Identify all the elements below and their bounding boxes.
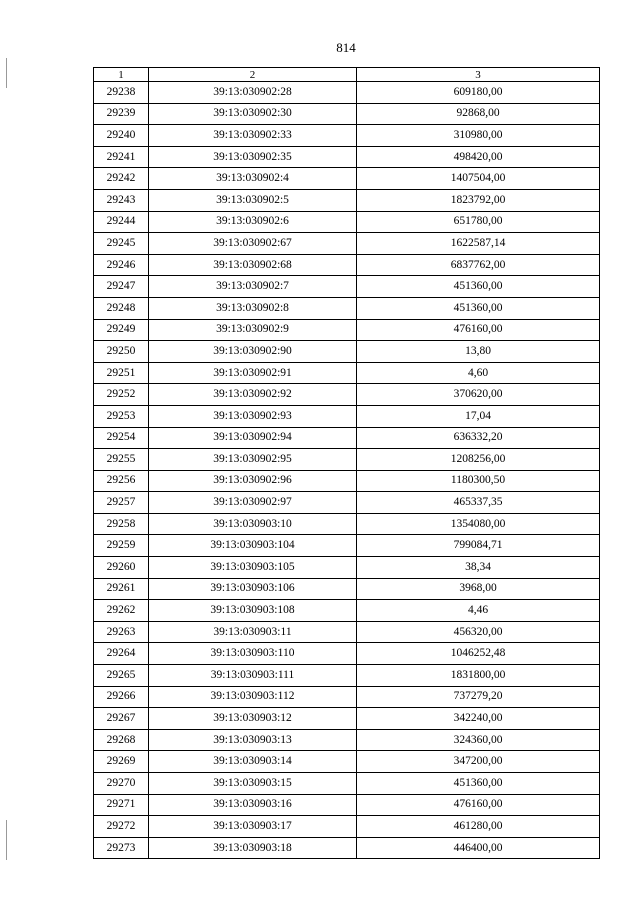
cadastral-number-cell: 39:13:030902:91 bbox=[149, 362, 357, 384]
value-cell: 310980,00 bbox=[357, 125, 600, 147]
table-header bbox=[94, 68, 600, 82]
row-number-cell: 29262 bbox=[94, 600, 149, 622]
table-row bbox=[94, 535, 600, 557]
value-cell: 476160,00 bbox=[357, 319, 600, 341]
cadastral-number-cell: 39:13:030902:8 bbox=[149, 297, 357, 319]
value-cell: 4,60 bbox=[357, 362, 600, 384]
value-cell: 1823792,00 bbox=[357, 189, 600, 211]
row-number-cell: 29259 bbox=[94, 535, 149, 557]
cadastral-number-cell: 39:13:030903:12 bbox=[149, 708, 357, 730]
cadastral-number-cell: 39:13:030903:111 bbox=[149, 665, 357, 687]
value-cell: 451360,00 bbox=[357, 297, 600, 319]
row-number-cell: 29246 bbox=[94, 254, 149, 276]
cadastral-number-cell: 39:13:030902:67 bbox=[149, 233, 357, 255]
row-number-cell: 29271 bbox=[94, 794, 149, 816]
cadastral-number-cell: 39:13:030902:9 bbox=[149, 319, 357, 341]
table-body bbox=[94, 82, 600, 859]
row-number-cell: 29267 bbox=[94, 708, 149, 730]
cadastral-number-cell: 39:13:030903:105 bbox=[149, 557, 357, 579]
table-row bbox=[94, 751, 600, 773]
table-row bbox=[94, 276, 600, 298]
table-row bbox=[94, 643, 600, 665]
row-number-cell: 29254 bbox=[94, 427, 149, 449]
value-cell: 347200,00 bbox=[357, 751, 600, 773]
cadastral-number-cell: 39:13:030902:33 bbox=[149, 125, 357, 147]
column-header-3: 3 bbox=[357, 68, 600, 82]
table-row bbox=[94, 837, 600, 859]
cadastral-number-cell: 39:13:030902:5 bbox=[149, 189, 357, 211]
value-cell: 92868,00 bbox=[357, 103, 600, 125]
table-row bbox=[94, 686, 600, 708]
row-number-cell: 29248 bbox=[94, 297, 149, 319]
cadastral-number-cell: 39:13:030903:104 bbox=[149, 535, 357, 557]
table-row bbox=[94, 125, 600, 147]
value-cell: 498420,00 bbox=[357, 146, 600, 168]
table-row bbox=[94, 665, 600, 687]
table-row bbox=[94, 708, 600, 730]
value-cell: 651780,00 bbox=[357, 211, 600, 233]
table-header-row bbox=[94, 68, 600, 82]
value-cell: 13,80 bbox=[357, 341, 600, 363]
value-cell: 799084,71 bbox=[357, 535, 600, 557]
table-row bbox=[94, 449, 600, 471]
table-row bbox=[94, 816, 600, 838]
value-cell: 737279,20 bbox=[357, 686, 600, 708]
row-number-cell: 29269 bbox=[94, 751, 149, 773]
row-number-cell: 29245 bbox=[94, 233, 149, 255]
value-cell: 3968,00 bbox=[357, 578, 600, 600]
cadastral-number-cell: 39:13:030903:17 bbox=[149, 816, 357, 838]
table-row bbox=[94, 168, 600, 190]
row-number-cell: 29240 bbox=[94, 125, 149, 147]
row-number-cell: 29266 bbox=[94, 686, 149, 708]
value-cell: 465337,35 bbox=[357, 492, 600, 514]
value-cell: 1622587,14 bbox=[357, 233, 600, 255]
row-number-cell: 29251 bbox=[94, 362, 149, 384]
row-number-cell: 29258 bbox=[94, 513, 149, 535]
value-cell: 1208256,00 bbox=[357, 449, 600, 471]
value-cell: 636332,20 bbox=[357, 427, 600, 449]
cadastral-number-cell: 39:13:030903:108 bbox=[149, 600, 357, 622]
cadastral-number-cell: 39:13:030903:15 bbox=[149, 773, 357, 795]
row-number-cell: 29268 bbox=[94, 729, 149, 751]
value-cell: 342240,00 bbox=[357, 708, 600, 730]
table-row bbox=[94, 319, 600, 341]
table-row bbox=[94, 103, 600, 125]
row-number-cell: 29247 bbox=[94, 276, 149, 298]
table-row bbox=[94, 578, 600, 600]
cadastral-number-cell: 39:13:030902:96 bbox=[149, 470, 357, 492]
cadastral-number-cell: 39:13:030902:92 bbox=[149, 384, 357, 406]
value-cell: 1831800,00 bbox=[357, 665, 600, 687]
row-number-cell: 29243 bbox=[94, 189, 149, 211]
cadastral-number-cell: 39:13:030903:16 bbox=[149, 794, 357, 816]
cadastral-number-cell: 39:13:030902:28 bbox=[149, 82, 357, 104]
value-cell: 609180,00 bbox=[357, 82, 600, 104]
table-row bbox=[94, 233, 600, 255]
value-cell: 1354080,00 bbox=[357, 513, 600, 535]
row-number-cell: 29239 bbox=[94, 103, 149, 125]
data-table bbox=[93, 67, 600, 859]
table-row bbox=[94, 794, 600, 816]
table-row bbox=[94, 189, 600, 211]
cadastral-number-cell: 39:13:030902:68 bbox=[149, 254, 357, 276]
table-row bbox=[94, 729, 600, 751]
cadastral-number-cell: 39:13:030903:112 bbox=[149, 686, 357, 708]
cadastral-number-cell: 39:13:030903:13 bbox=[149, 729, 357, 751]
row-number-cell: 29238 bbox=[94, 82, 149, 104]
table-row bbox=[94, 557, 600, 579]
row-number-cell: 29260 bbox=[94, 557, 149, 579]
table-row bbox=[94, 384, 600, 406]
row-number-cell: 29256 bbox=[94, 470, 149, 492]
row-number-cell: 29261 bbox=[94, 578, 149, 600]
cadastral-number-cell: 39:13:030902:7 bbox=[149, 276, 357, 298]
table-row bbox=[94, 513, 600, 535]
row-number-cell: 29252 bbox=[94, 384, 149, 406]
cadastral-number-cell: 39:13:030902:97 bbox=[149, 492, 357, 514]
value-cell: 461280,00 bbox=[357, 816, 600, 838]
value-cell: 17,04 bbox=[357, 405, 600, 427]
cadastral-number-cell: 39:13:030902:90 bbox=[149, 341, 357, 363]
column-header-2: 2 bbox=[149, 68, 357, 82]
cadastral-number-cell: 39:13:030903:18 bbox=[149, 837, 357, 859]
table-row bbox=[94, 427, 600, 449]
row-number-cell: 29250 bbox=[94, 341, 149, 363]
row-number-cell: 29244 bbox=[94, 211, 149, 233]
row-number-cell: 29241 bbox=[94, 146, 149, 168]
row-number-cell: 29265 bbox=[94, 665, 149, 687]
value-cell: 370620,00 bbox=[357, 384, 600, 406]
table-row bbox=[94, 773, 600, 795]
cadastral-number-cell: 39:13:030902:94 bbox=[149, 427, 357, 449]
row-number-cell: 29253 bbox=[94, 405, 149, 427]
cadastral-number-cell: 39:13:030903:10 bbox=[149, 513, 357, 535]
cadastral-number-cell: 39:13:030902:35 bbox=[149, 146, 357, 168]
value-cell: 1180300,50 bbox=[357, 470, 600, 492]
value-cell: 1407504,00 bbox=[357, 168, 600, 190]
scan-margin-mark bbox=[6, 820, 7, 860]
cadastral-number-cell: 39:13:030902:30 bbox=[149, 103, 357, 125]
table-row bbox=[94, 146, 600, 168]
table-row bbox=[94, 492, 600, 514]
row-number-cell: 29255 bbox=[94, 449, 149, 471]
table-row bbox=[94, 82, 600, 104]
row-number-cell: 29272 bbox=[94, 816, 149, 838]
table-row bbox=[94, 600, 600, 622]
cadastral-number-cell: 39:13:030902:95 bbox=[149, 449, 357, 471]
page-number: 814 bbox=[336, 40, 356, 55]
cadastral-number-cell: 39:13:030903:14 bbox=[149, 751, 357, 773]
table-row bbox=[94, 297, 600, 319]
row-number-cell: 29270 bbox=[94, 773, 149, 795]
row-number-cell: 29249 bbox=[94, 319, 149, 341]
table-row bbox=[94, 211, 600, 233]
value-cell: 38,34 bbox=[357, 557, 600, 579]
cadastral-number-cell: 39:13:030903:106 bbox=[149, 578, 357, 600]
table-row bbox=[94, 362, 600, 384]
table-row bbox=[94, 405, 600, 427]
value-cell: 451360,00 bbox=[357, 276, 600, 298]
value-cell: 446400,00 bbox=[357, 837, 600, 859]
table-row bbox=[94, 254, 600, 276]
row-number-cell: 29264 bbox=[94, 643, 149, 665]
row-number-cell: 29263 bbox=[94, 621, 149, 643]
value-cell: 4,46 bbox=[357, 600, 600, 622]
value-cell: 456320,00 bbox=[357, 621, 600, 643]
cadastral-number-cell: 39:13:030902:93 bbox=[149, 405, 357, 427]
column-header-1: 1 bbox=[94, 68, 149, 82]
value-cell: 1046252,48 bbox=[357, 643, 600, 665]
row-number-cell: 29257 bbox=[94, 492, 149, 514]
table-row bbox=[94, 621, 600, 643]
cadastral-number-cell: 39:13:030903:110 bbox=[149, 643, 357, 665]
scan-margin-mark bbox=[6, 58, 7, 88]
table-row bbox=[94, 470, 600, 492]
value-cell: 6837762,00 bbox=[357, 254, 600, 276]
value-cell: 476160,00 bbox=[357, 794, 600, 816]
cadastral-number-cell: 39:13:030902:6 bbox=[149, 211, 357, 233]
value-cell: 451360,00 bbox=[357, 773, 600, 795]
value-cell: 324360,00 bbox=[357, 729, 600, 751]
row-number-cell: 29242 bbox=[94, 168, 149, 190]
cadastral-number-cell: 39:13:030903:11 bbox=[149, 621, 357, 643]
cadastral-number-cell: 39:13:030902:4 bbox=[149, 168, 357, 190]
row-number-cell: 29273 bbox=[94, 837, 149, 859]
table-row bbox=[94, 341, 600, 363]
